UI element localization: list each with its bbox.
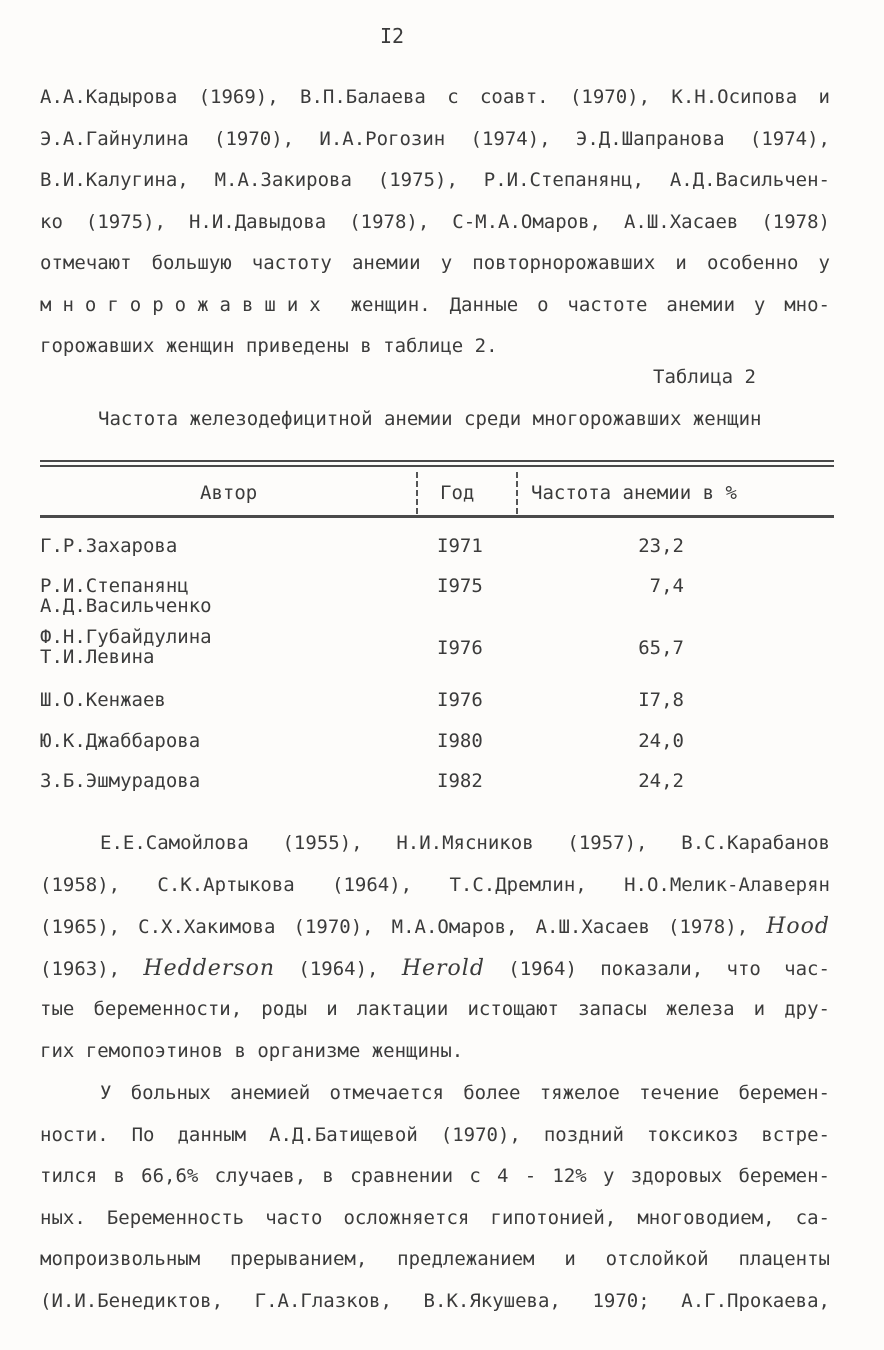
author-name: Ш.О.Кенжаев [40,689,166,711]
row-authors [40,576,212,616]
row-frequency: 24,2 [638,770,684,792]
row-year: I976 [437,637,483,659]
table-top-rule [40,465,834,467]
author-name: Т.И.Левина [40,646,155,668]
author-name: З.Б.Эшмурадова [40,770,201,792]
text-line: У больных анемией отмечается более тяжелое течение беремен- [100,1082,830,1104]
author-name: А.Д.Васильченко [40,595,212,617]
table-label: Таблица 2 [653,366,756,388]
text-line: отмечают большую частоту анемии у повторнорожавших и особенно у [40,252,830,274]
row-authors [40,690,166,710]
paragraph-3 [40,1073,830,1322]
row-year: I980 [437,730,483,752]
text-line: гих гемопоэтинов в организме женщины. [40,1039,464,1062]
header-year: Год [440,482,475,504]
page-number: I2 [379,24,405,48]
row-frequency: I7,8 [638,689,684,711]
header-author: Автор [200,482,258,504]
text-line: Э.А.Гайнулина (1970), И.А.Рогозин (1974), Э.Д.Шапранова (1974), [40,127,830,150]
paragraph-2 [40,823,830,1072]
column-separator [516,472,518,514]
text-line: ности. По данным А.Д.Батищевой (1970), поздний токсикоз встре- [40,1123,830,1146]
handwritten-name: Herold [401,955,485,981]
handwritten-name: Hedderson [143,955,276,981]
text-line: В.И.Калугина, М.А.Закирова (1975), Р.И.Степанянц, А.Д.Васильчен- [40,169,830,191]
text-fragment: женщин. Данные о частоте анемии у мно- [331,293,830,316]
text-line: (1958), С.К.Артыкова (1964), Т.С.Дремлин, Н.О.Мелик-Алаверян [40,873,830,896]
row-year: I975 [437,575,483,597]
row-frequency: 7,4 [649,575,684,597]
author-name: Р.И.Степанянц [40,575,189,597]
text-line: мопроизвольным прерыванием, предлежанием и отслойкой плаценты [40,1248,830,1270]
row-authors [40,536,177,556]
text-line [40,285,830,327]
row-frequency: 24,0 [638,730,684,752]
text-line [40,906,830,948]
row-authors [40,731,200,751]
row-authors [40,627,212,667]
text-line: А.А.Кадырова (1969), В.П.Балаева с соавт. (1970), К.Н.Осипова и [40,86,830,108]
author-name: Г.Р.Захарова [40,535,178,557]
row-frequency: 23,2 [638,535,684,557]
row-frequency: 65,7 [638,637,684,659]
text-line: (И.И.Бенедиктов, Г.А.Глазков, В.К.Якушева, 1970; А.Г.Прокаева, [40,1289,830,1312]
header-frequency: Частота анемии в % [531,482,737,504]
text-fragment: (1963), [40,957,121,980]
text-line: тился в 66,6% случаев, в сравнении с 4 - 12% у здоровых беремен- [40,1165,830,1187]
author-name: Ю.К.Джаббарова [40,730,201,752]
row-authors [40,771,200,791]
author-name: Ф.Н.Губайдулина [40,626,212,648]
column-separator [416,472,418,514]
row-year: I982 [437,770,483,792]
text-line: тые беременности, роды и лактации истощают запасы железа и дру- [40,998,830,1020]
text-fragment: (1964) показали, что час- [508,957,830,980]
text-line [40,948,830,990]
text-line: горожавших женщин приведены в таблице 2. [40,335,498,357]
row-year: I971 [437,535,483,557]
text-line: ных. Беременность часто осложняется гипотонией, многоводием, са- [40,1206,830,1229]
text-fragment: (1964), [298,957,379,980]
text-fragment: (1965), С.Х.Хакимова (1970), М.А.Омаров, А.Ш.Хасаев (1978), [40,916,749,938]
spaced-emphasis: многорожавших [40,293,332,316]
intro-paragraph [40,77,830,368]
table-top-rule [40,460,834,462]
row-year: I976 [437,689,483,711]
table-header-rule [40,515,834,518]
text-line: ко (1975), Н.И.Давыдова (1978), С-М.А.Омаров, А.Ш.Хасаев (1978) [40,210,830,233]
text-line: Е.Е.Самойлова (1955), Н.И.Мясников (1957), В.С.Карабанов [100,832,830,854]
table-title: Частота железодефицитной анемии среди многорожавших женщин [98,408,762,430]
handwritten-name: Hood [766,914,830,939]
